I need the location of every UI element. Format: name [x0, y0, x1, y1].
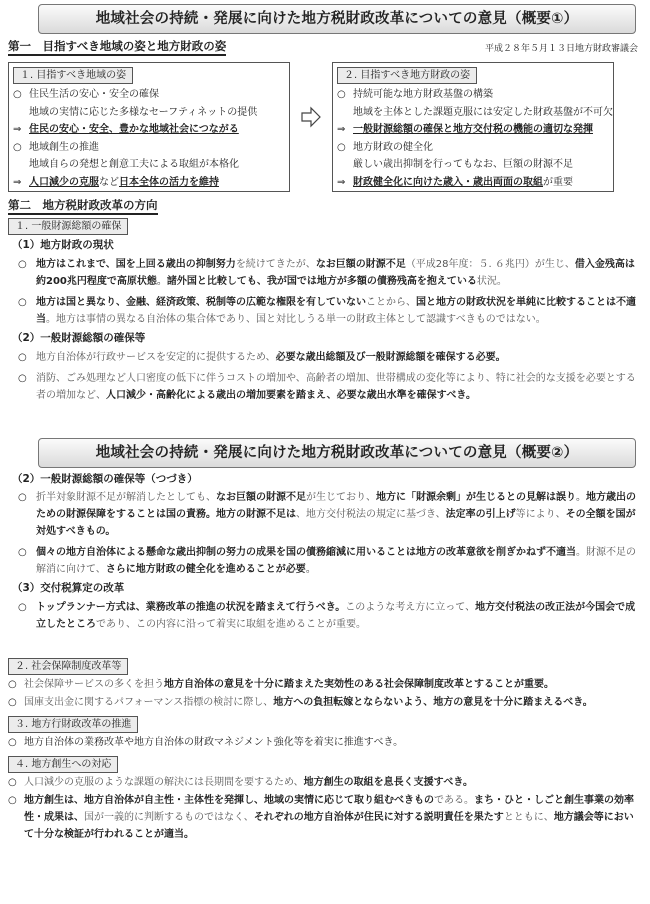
bullet-circle-icon: ○	[13, 89, 22, 100]
subheading-regional-creation: ４. 地方創生への対応	[8, 756, 118, 773]
subheading-social-security: ２. 社会保障制度改革等	[8, 658, 128, 675]
box-right-line-1: 持続可能な地方財政基盤の構築	[353, 89, 493, 100]
paragraph-cont-2: ○ 個々の地方自治体による懸命な歳出抑制の努力の成果を国の債務縮減に用いることは地方の改革意欲を削ぎかねず不適当。財源不足の解消に向けて、さらに地方財政の健全化を進めることが必要。	[8, 544, 642, 578]
bullet-circle-icon: ○	[8, 737, 17, 748]
box-left-line-3: 住民の安心・安全、豊かな地域社会につながる	[29, 124, 239, 135]
section1-header	[8, 39, 642, 56]
box-target-finance-heading: ２. 目指すべき地方財政の姿	[337, 67, 477, 84]
heading-revenue-securing-cont: （2）一般財源総額の確保等（つづき）	[12, 472, 198, 485]
right-arrow-icon	[290, 62, 332, 128]
bullet-circle-icon: ○	[337, 141, 346, 153]
arrow-icon: ⇒	[13, 124, 22, 135]
section1-title: 第一 目指すべき地域の姿と地方財政の姿	[8, 39, 226, 56]
subheading-general-revenue: １. 一般財源総額の確保	[8, 218, 128, 235]
box-right-line-5: 厳しい歳出抑制を行ってもなお、巨額の財源不足	[353, 159, 573, 170]
bullet-circle-icon: ○	[18, 547, 27, 559]
box-left-line-2: 地域の実情に応じた多様なセーフティネットの提供	[29, 106, 258, 118]
box-left-line-6c: 日本全体の活力を維持	[119, 176, 219, 188]
paragraph-revenue-securing-1: ○ 地方自治体が行政サービスを安定的に提供するため、必要な歳出総額及び一般財源総額を確保する必要。	[8, 349, 642, 366]
vision-boxes	[8, 62, 642, 192]
bullet-circle-icon: ○	[8, 679, 17, 690]
box-left-line-6b: など	[99, 176, 119, 188]
box-right-line-2: 地域を主体とした課題克服には安定した財政基盤が不可欠	[353, 106, 613, 118]
summary-banner-2: 地域社会の持続・発展に向けた地方税財政改革についての意見（概要②）	[38, 438, 636, 468]
bullet-circle-icon: ○	[18, 296, 27, 308]
box-right-line-4: 地方財政の健全化	[353, 141, 433, 153]
paragraph-revenue-securing-2: ○ 消防、ごみ処理など人口密度の低下に伴うコストの増加や、高齢者の増加、世帯構成の変化等により、特に社会的な支援を必要とする者の増加など、人口減少・高齢化による歳出の増加要素を踏まえ、必要な歳出水準を確保すべき。	[8, 370, 642, 404]
bullet-circle-icon: ○	[18, 258, 27, 270]
bullet-circle-icon: ○	[337, 89, 346, 100]
publication-date: 平成２８年５月１３日地方財政審議会	[484, 43, 638, 54]
box-right-line-6a: 財政健全化に向けた歳入・歳出両面の取組	[353, 176, 543, 188]
bullet-circle-icon: ○	[18, 492, 27, 504]
heading-allocation-reform: （3）交付税算定の改革	[12, 582, 125, 595]
box-target-region	[8, 62, 290, 192]
paragraph-cont-1: ○ 折半対象財源不足が解消したとしても、なお巨額の財源不足が生じており、地方に「財源余剰」が生じるとの見解は誤り。地方歳出のための財源保障をすることは国の責務。地方の財源不足は、地方交付税法の規定に基づき、法定率の引上げ等により、その全額を国が対処すべきもの。	[8, 489, 642, 540]
bullet-circle-icon: ○	[13, 141, 22, 153]
paragraph-current-status-1: ○ 地方はこれまで、国を上回る歳出の抑制努力を続けてきたが、なお巨額の財源不足（平成28年度：５. ６兆円）が生じ、借入金残高は約200兆円程度で高原状態。諸外国と比較しても、我が国では地方が多額の債務残高を抱えている状況。	[8, 256, 642, 290]
box-left-line-4: 地域創生の推進	[29, 141, 99, 153]
bullet-circle-icon: ○	[18, 351, 27, 363]
subheading-admin-reform: ３. 地方行財政改革の推進	[8, 716, 138, 733]
paragraph-social-2: ○ 国庫支出金に関するパフォーマンス指標の検討に際し、地方への負担転嫁とならないよう、地方の意見を十分に踏まえるべき。	[8, 694, 642, 711]
box-target-region-heading: １. 目指すべき地域の姿	[13, 67, 133, 84]
arrow-icon: ⇒	[13, 176, 22, 188]
box-right-line-3: 一般財源総額の確保と地方交付税の機能の適切な発揮	[353, 124, 593, 135]
box-left-line-5: 地域自らの発想と創意工夫による取組が本格化	[29, 159, 239, 170]
summary-banner-1: 地域社会の持続・発展に向けた地方税財政改革についての意見（概要①）	[38, 4, 636, 34]
section2-title: 第二 地方税財政改革の方向	[8, 198, 158, 215]
bullet-circle-icon: ○	[18, 602, 27, 613]
box-target-finance	[332, 62, 614, 192]
bullet-circle-icon: ○	[18, 372, 27, 384]
paragraph-creation-1: ○ 人口減少の克服のような課題の解決には長期間を要するため、地方創生の取組を息長く支援すべき。	[8, 774, 642, 791]
heading-revenue-securing: （2）一般財源総額の確保等	[12, 331, 146, 344]
bullet-circle-icon: ○	[8, 697, 17, 708]
heading-current-status: （1）地方財政の現状	[12, 239, 114, 251]
paragraph-allocation-reform: ○ トップランナー方式は、業務改革の推進の状況を踏まえて行うべき。このような考え方に立って、地方交付税法の改正法が今国会で成立したところであり、この内容に沿って着実に取組を進めることが重要。	[8, 599, 642, 633]
arrow-icon: ⇒	[337, 176, 346, 188]
box-left-line-1: 住民生活の安心・安全の確保	[29, 89, 159, 100]
paragraph-creation-2: ○ 地方創生は、地方自治体が自主性・主体性を発揮し、地域の実情に応じて取り組むべきものである。まち・ひと・しごと創生事業の効率性・成果は、国が一義的に判断するものではなく、それぞれの地方自治体が住民に対する説明責任を果たすとともに、地方議会等において十分な検証が行われることが適当。	[8, 792, 642, 843]
paragraph-current-status-2: ○ 地方は国と異なり、金融、経済政策、税制等の広範な権限を有していないことから、国と地方の財政状況を単純に比較することは不適当。地方は事情の異なる自治体の集合体であり、国と対比しうる単一の財政主体として認識すべきものではない。	[8, 294, 642, 328]
bullet-circle-icon: ○	[8, 795, 17, 806]
paragraph-admin-reform: ○ 地方自治体の業務改革や地方自治体の財政マネジメント強化等を着実に推進すべき。	[8, 734, 642, 751]
paragraph-social-1: ○ 社会保障サービスの多くを担う地方自治体の意見を十分に踏まえた実効性のある社会保障制度改革とすることが重要。	[8, 676, 642, 693]
bullet-circle-icon: ○	[8, 777, 17, 788]
arrow-icon: ⇒	[337, 124, 346, 135]
box-left-line-6a: 人口減少の克服	[29, 176, 99, 188]
box-right-line-6b: が重要	[543, 176, 573, 188]
